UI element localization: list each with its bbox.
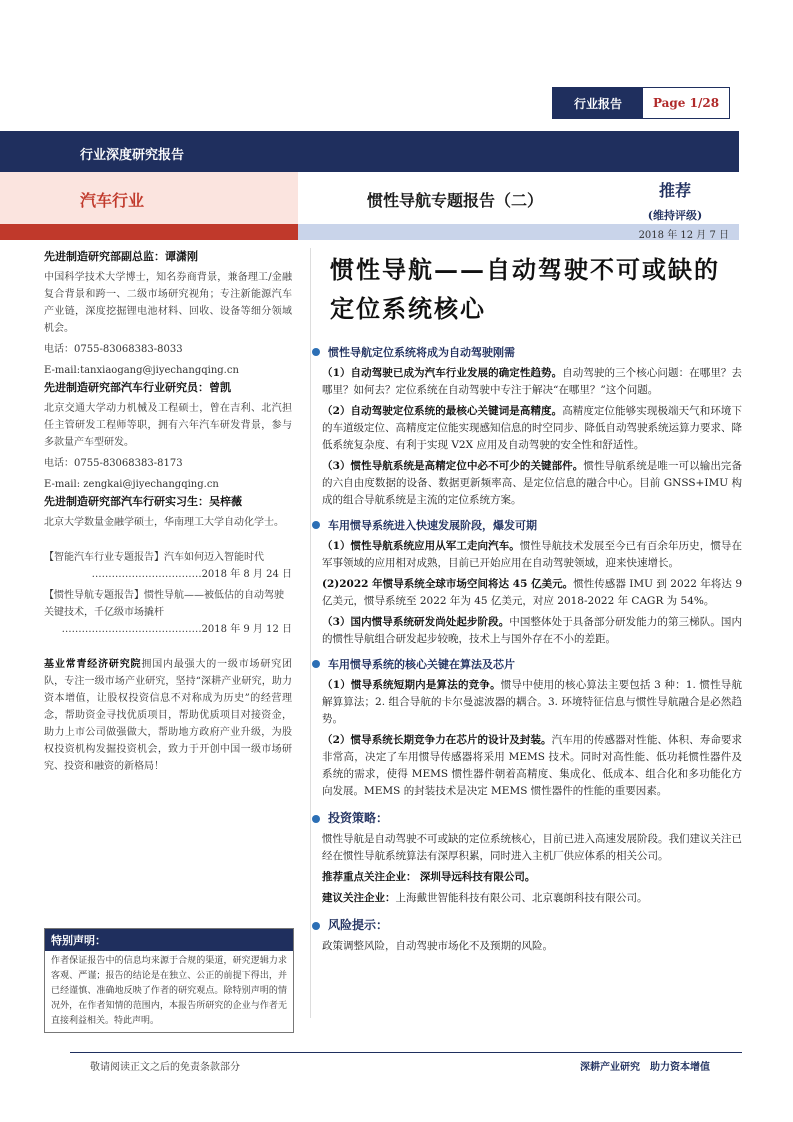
analyst-phone: 电话：0755-83068383-8033 [44,344,183,355]
bullet-icon [312,660,320,668]
risk-heading: 风险提示： [308,917,742,934]
related-report-title[interactable]: 【惯性导航专题报告】惯性导航——被低估的自动驾驶关键技术，千亿级市场撬杆 [44,590,284,618]
paragraph: （2）自动驾驶定位系统的最核心关键词是高精度。高精度定位能够实现极端天气和环境下的车道级定位、高精度定位能实现感知信息的时空同步、降低自动驾驶系统运算力要求、降低系统复杂度、有利于实现 V2X 应用及自动驾驶的安全性和舒适性。 [322,405,742,451]
related-reports [44,549,292,638]
paragraph: （3）国内惯导系统研发尚处起步阶段。中国整体处于具备部分研发能力的第三梯队。国内的惯性导航组合研发起步较晚，技术上与国外存在不小的差距。 [322,616,742,645]
report-type-label: 行业报告 [553,88,643,118]
main-column [308,344,742,955]
related-report-date: ……………………………2018 年 8 月 24 日 [91,569,292,580]
page-number: Page 1/28 [652,96,720,110]
institute-name: 基业常青经济研究院 [44,659,142,670]
paragraph: (2)2022 年惯导系统全球市场空间将达 45 亿美元。惯性传感器 IMU 到 2022 年将达 9 亿美元，惯导系统至 2022 年为 45 亿美元，对应 2018-2022 年 CAGR 为 54%。 [322,578,742,607]
left-column [44,248,292,775]
industry-bar [0,172,298,224]
industry-label: 汽车行业 [80,191,145,210]
rating: 推荐 [658,181,691,200]
analyst-name: 先进制造研究部汽车行业研究员：曾凯 [44,381,231,394]
analyst-bio: 中国科学技术大学博士，知名券商背景，兼备理工/金融复合背景和跨一、二级市场研究视角；专注新能源汽车产业链，深度挖掘锂电池材料、回收、设备等细分领域机会。 [44,272,292,334]
risk-warning [308,917,742,955]
date-strip [298,224,739,240]
header-badge [552,87,730,119]
analyst-block [44,493,292,531]
analyst-block [44,379,292,493]
analyst-block [44,248,292,379]
bullet-icon [312,348,320,356]
main-title: 惯性导航——自动驾驶不可或缺的定位系统核心 [330,255,720,323]
report-title: 惯性导航专题报告（二） [366,191,543,210]
red-strip [0,224,298,240]
analyst-name: 先进制造研究部汽车行研实习生：吴梓薇 [44,495,242,508]
watch-companies: 建议关注企业：上海戴世智能科技有限公司、北京襄朗科技有限公司。 [322,892,648,904]
analyst-bio: 北京大学数量金融学硕士，华南理工大学自动化学士。 [44,517,284,528]
footer-divider [70,1052,742,1053]
paragraph: （1）自动驾驶已成为汽车行业发展的确定性趋势。自动驾驶的三个核心问题：在哪里？去哪里？如何去？定位系统在自动驾驶中专注于解决“在哪里？”这个问题。 [322,367,742,396]
analyst-name: 先进制造研究部副总监：谭潇刚 [44,250,198,263]
disclaimer-box [44,928,294,1033]
related-report-date: ……………………………………2018 年 9 月 12 日 [61,624,292,635]
rating-note: (维持评级) [647,209,703,222]
analyst-email[interactable]: E-mail: zengkai@jiyechangqing.cn [44,479,219,490]
analyst-phone: 电话：0755-83068383-8173 [44,458,183,469]
footer-disclaimer: 敬请阅读正文之后的免责条款部分 [90,1062,240,1073]
section-heading: 车用惯导系统进入快速发展阶段，爆发可期 [308,517,742,534]
paragraph: （2）惯导系统长期竞争力在芯片的设计及封装。汽车用的传感器对性能、体积、寿命要求非常高，决定了车用惯导传感器将采用 MEMS 技术。同时对高性能、低功耗惯性器件及系统的需求，使得 MEMS 惯性器件朝着高精度、集成化、低成本、组合化和多功能化方向发展。MEMS 的封装技术是决定 MEMS 惯性器件的性能的重要因素。 [322,734,742,797]
institute-text: 拥国内最强大的一级市场研究团队，专注一级市场产业研究，坚持“深耕产业研究，助力资本增值，让股权投资信息不对称成为历史”的经营理念，帮助资金寻找优质项目，帮助优质项目对接资金，助力上市公司做强做大，帮助地方政府产业升级，为股权投资机构发掘投资机会，致力于开创中国一级市场研究、投资和融资的新格局！ [44,659,293,772]
section-heading: 惯性导航定位系统将成为自动驾驶刚需 [308,344,742,361]
paragraph: （3）惯性导航系统是高精定位中必不可少的关键部件。惯性导航系统是唯一可以输出完备的六自由度数据的设备、数据更新频率高、是定位信息的融合中心。目前 GNSS+IMU 构成的组合导航系统是主流的定位系统方案。 [322,460,743,506]
risk-text: 政策调整风险，自动驾驶市场化不及预期的风险。 [322,940,553,952]
bullet-icon [312,521,320,529]
investment-text: 惯性导航是自动驾驶不可或缺的定位系统核心，目前已进入高速发展阶段。我们建议关注已经在惯性导航系统算法有深厚积累，同时进入主机厂供应体系的相关公司。 [322,833,742,862]
investment-heading: 投资策略： [308,810,742,827]
paragraph: （1）惯导系统短期内是算法的竞争。惯导中使用的核心算法主要包括 3 种：1. 惯性导航解算算法；2. 组合导航的卡尔曼滤波器的耦合。3. 环境特征信息与惯性导航融合是必然趋势。 [322,679,742,725]
banner-text: 行业深度研究报告 [80,148,185,163]
report-date: 2018 年 12 月 7 日 [638,230,729,241]
institute-intro [44,656,292,775]
related-report-title[interactable]: 【智能汽车行业专题报告】汽车如何迈入智能时代 [44,552,264,563]
bullet-icon [312,815,320,823]
section-heading: 车用惯导系统的核心关键在算法及芯片 [308,656,742,673]
investment-strategy [308,810,742,907]
banner [0,131,739,172]
recommended-company: 推荐重点关注企业： 深圳导远科技有限公司。 [322,871,536,883]
analyst-email[interactable]: E-mail:tanxiaogang@jiyechangqing.cn [44,365,239,376]
bullet-icon [312,922,320,930]
analyst-bio: 北京交通大学动力机械及工程硕士，曾在吉利、北汽担任主管研发工程师等职，拥有六年汽车研发背景，参与多款量产车型研发。 [44,403,292,448]
rating-block [620,178,730,223]
paragraph: （1）惯性导航系统应用从军工走向汽车。惯性导航技术发展至今已有百余年历史，惯导在军事领域的应用相对成熟，目前已开始应用在自动驾驶领域，迎来快速增长。 [322,540,742,569]
footer-slogan: 深耕产业研究 助力资本增值 [580,1062,710,1073]
disclaimer-body: 作者保证报告中的信息均来源于合规的渠道，研究逻辑力求客观、严谨；报告的结论是在独立、公正的前提下得出，并已经谨慎、准确地反映了作者的研究观点。除特别声明的情况外，在作者知情的范围内，本报告所研究的企业与作者无直接利益相关。特此声明。 [51,956,287,1026]
disclaimer-title: 特别声明： [45,929,293,951]
